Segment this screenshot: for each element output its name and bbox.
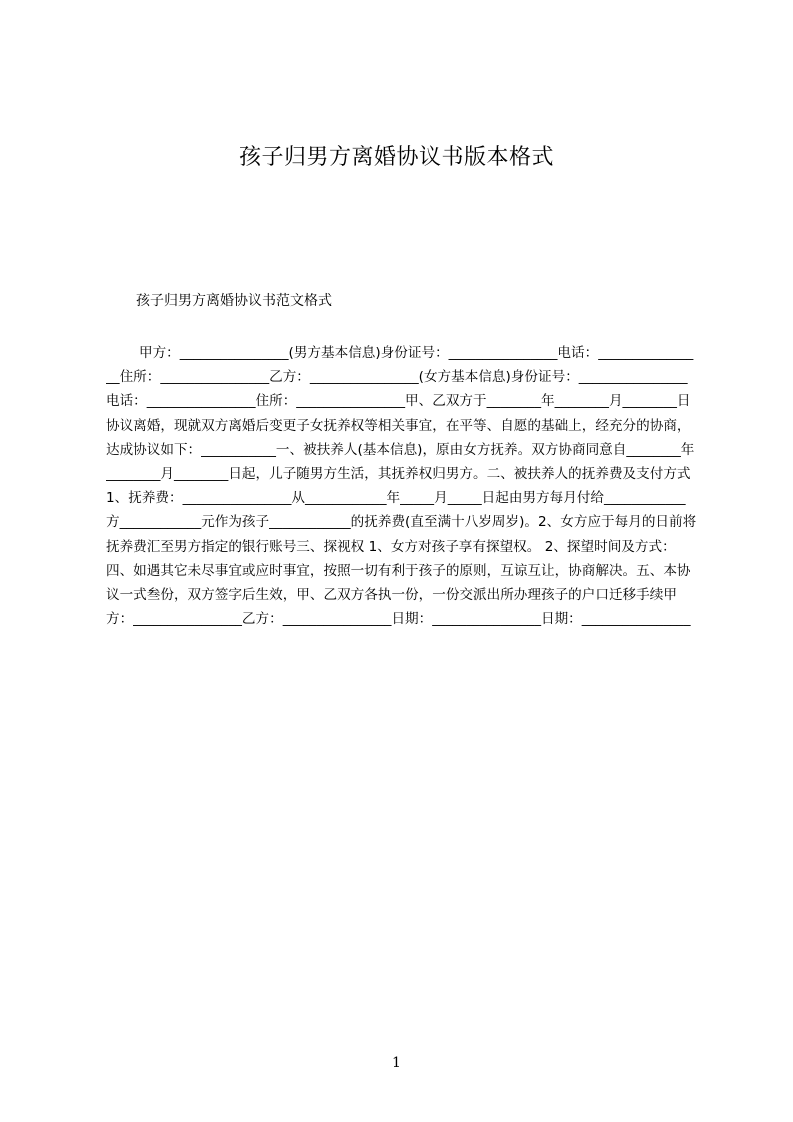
document-title: 孩子归男方离婚协议书版本格式 xyxy=(238,145,554,170)
page-number: 1 xyxy=(392,1055,401,1071)
agreement-body: 甲方：________________(男方基本信息)身份证号：________________电话：________________住所：________________乙方：________________(女方基本信息)身份证号：________________电话：________________住所：________________甲、乙双方于________年________月________日协议离婚，现就双方离婚后变更子女抚养权等相关事宜，在平等、自愿的基础上，经充分的协商，达成协议如下：___________一、被扶养人(基本信息)，原由女方抚养。双方协商同意自________年________月________日起，儿子随男方生活，其抚养权归男方。二、被扶养人的抚养费及支付方式 1、抚养费：________________从____________年_____月_____日起由男方每月付给____________方____________元作为孩子____________的抚养费(直至满十八岁周岁)。2、女方应于每月的日前将抚养费汇至男方指定的银行账号三、探视权 1、女方对孩子享有探望权。 2、探望时间及方式：四、如遇其它未尽事宜或应时事宜，按照一切有利于孩子的原则，互谅互让，协商解决。五、本协议一式叁份，双方签字后生效，甲、乙双方各执一份，一份交派出所办理孩子的户口迁移手续甲方：________________乙方：________________日期：________________日期：________________ xyxy=(106,345,697,628)
document-subtitle: 孩子归男方离婚协议书范文格式 xyxy=(136,293,332,309)
